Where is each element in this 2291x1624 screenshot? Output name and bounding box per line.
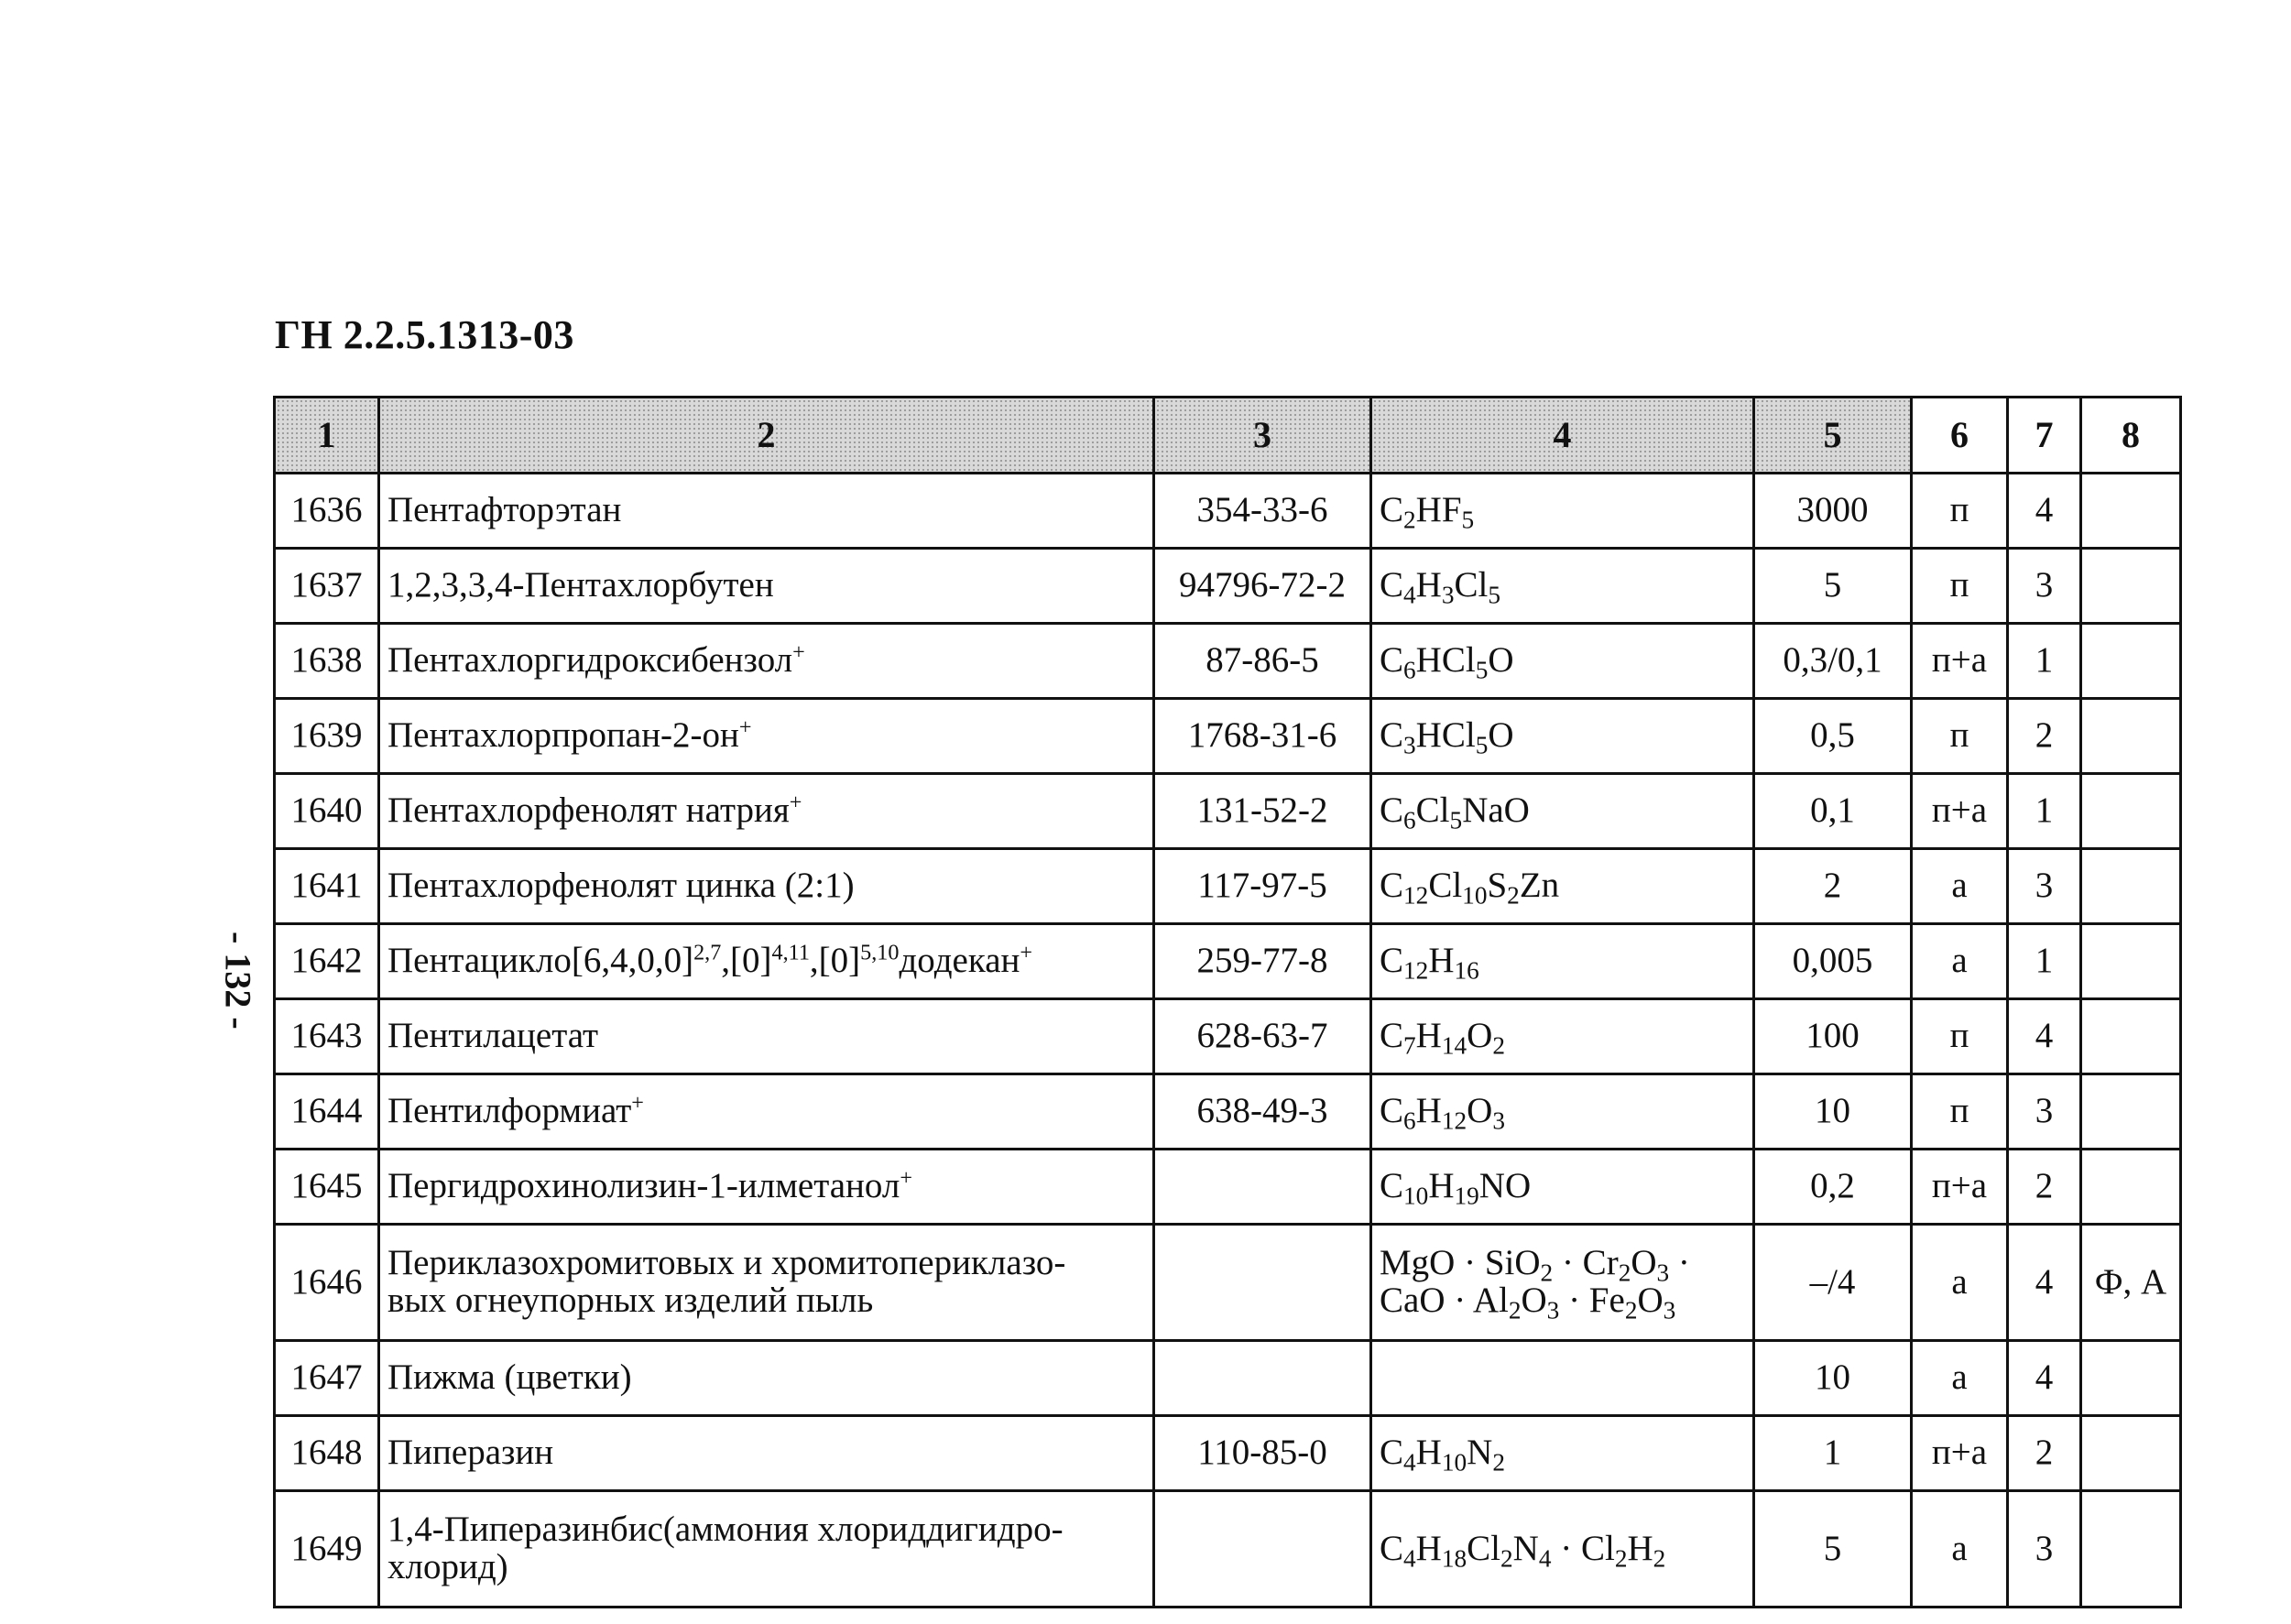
subscript: 16 — [1454, 956, 1479, 985]
subscript: 6 — [1403, 806, 1416, 834]
subscript: 3 — [1441, 581, 1455, 609]
cas-number — [1154, 1491, 1371, 1608]
subscript: 12 — [1441, 1106, 1467, 1135]
substance-name — [379, 1150, 1154, 1225]
text-segment: · Fe — [1559, 1281, 1625, 1320]
superscript: + — [1020, 940, 1033, 965]
text-segment: H — [1428, 1166, 1455, 1206]
text-segment: C — [1380, 565, 1404, 605]
subscript: 4 — [1538, 1544, 1552, 1573]
superscript: 5,10 — [860, 940, 900, 965]
cas-number: 628-63-7 — [1154, 999, 1371, 1074]
substance-name — [379, 849, 1154, 924]
text-segment: C — [1380, 1528, 1404, 1568]
text-segment: H — [1415, 1016, 1442, 1056]
aggregate-state: п — [1912, 1074, 2008, 1150]
formula-line — [1380, 1091, 1745, 1135]
name-line: Периклазохромитовых и хромитопериклазо- — [387, 1243, 1066, 1283]
column-header: 3 — [1154, 398, 1371, 474]
chemical-formula — [1371, 474, 1754, 549]
text-segment: Пентилацетат — [387, 1016, 599, 1056]
chemical-formula — [1371, 1416, 1754, 1491]
text-segment: Пентилформиат — [387, 1091, 632, 1131]
subscript: 4 — [1403, 1544, 1416, 1573]
limit-value: 0,2 — [1754, 1150, 1912, 1225]
table-row — [275, 774, 2181, 849]
table-row — [275, 1074, 2181, 1150]
aggregate-state: п — [1912, 474, 2008, 549]
effect-note: Ф, А — [2081, 1225, 2181, 1341]
aggregate-state: а — [1912, 849, 2008, 924]
effect-note — [2081, 999, 2181, 1074]
aggregate-state: п — [1912, 999, 2008, 1074]
subscript: 4 — [1403, 581, 1416, 609]
substance-name — [379, 1074, 1154, 1150]
limit-value: 1 — [1754, 1416, 1912, 1491]
chemical-formula — [1371, 1225, 1754, 1341]
substance-name — [379, 1341, 1154, 1416]
chemical-formula — [1371, 699, 1754, 774]
column-header: 5 — [1754, 398, 1912, 474]
aggregate-state: а — [1912, 1341, 2008, 1416]
effect-note — [2081, 1341, 2181, 1416]
subscript: 3 — [1656, 1259, 1670, 1287]
cas-number: 354-33-6 — [1154, 474, 1371, 549]
chemical-formula — [1371, 1341, 1754, 1416]
text-segment: C — [1380, 640, 1404, 681]
chemical-formula — [1371, 849, 1754, 924]
column-header: 8 — [2081, 398, 2181, 474]
row-number: 1644 — [275, 1074, 379, 1150]
hazard-class: 3 — [2008, 1074, 2081, 1150]
text-segment: Пентахлорпропан-2-он — [387, 715, 739, 756]
limit-value: 0,5 — [1754, 699, 1912, 774]
chemical-formula — [1371, 1150, 1754, 1225]
text-segment: N — [1467, 1433, 1493, 1473]
cas-number — [1154, 1341, 1371, 1416]
substance-name — [379, 774, 1154, 849]
row-number: 1646 — [275, 1225, 379, 1341]
subscript: 2 — [1540, 1259, 1554, 1287]
text-segment: C — [1380, 1166, 1404, 1206]
text-segment: C — [1380, 715, 1404, 756]
table-row — [275, 624, 2181, 699]
substance-name — [379, 1225, 1154, 1341]
cas-number: 259-77-8 — [1154, 924, 1371, 999]
hazard-class: 3 — [2008, 549, 2081, 624]
subscript: 2 — [1653, 1544, 1666, 1573]
substance-name — [379, 549, 1154, 624]
text-segment: Zn — [1519, 866, 1560, 906]
subscript: 12 — [1403, 881, 1429, 910]
subscript: 2 — [1624, 1296, 1638, 1324]
row-number: 1645 — [275, 1150, 379, 1225]
substance-name — [379, 624, 1154, 699]
substance-name — [379, 474, 1154, 549]
cas-number: 638-49-3 — [1154, 1074, 1371, 1150]
substance-name — [379, 699, 1154, 774]
superscript: + — [631, 1090, 644, 1116]
text-segment: C — [1380, 941, 1404, 981]
formula-line — [1380, 490, 1745, 534]
subscript: 5 — [1475, 731, 1489, 759]
text-segment: O — [1467, 1091, 1493, 1131]
column-header: 7 — [2008, 398, 2081, 474]
hazard-class: 1 — [2008, 774, 2081, 849]
substance-table — [273, 396, 2182, 1608]
subscript: 2 — [1403, 506, 1416, 534]
aggregate-state: п+а — [1912, 624, 2008, 699]
name-line: хлорид) — [387, 1547, 508, 1586]
chemical-formula — [1371, 549, 1754, 624]
text-segment: CaO · Al — [1380, 1281, 1509, 1320]
superscript: + — [792, 639, 805, 665]
column-header: 4 — [1371, 398, 1754, 474]
hazard-class: 2 — [2008, 1150, 2081, 1225]
formula-line — [1380, 1528, 1745, 1573]
text-segment: NO — [1478, 1166, 1532, 1206]
table-header-row — [275, 398, 2181, 474]
effect-note — [2081, 1074, 2181, 1150]
chemical-formula — [1371, 774, 1754, 849]
text-segment: NaO — [1462, 790, 1530, 831]
formula-line — [1380, 1166, 1745, 1210]
hazard-class: 4 — [2008, 1341, 2081, 1416]
table-row — [275, 924, 2181, 999]
cas-number: 117-97-5 — [1154, 849, 1371, 924]
aggregate-state: а — [1912, 1491, 2008, 1608]
name-line: 1,4-Пиперазинбис(аммония хлориддигидро- — [387, 1510, 1064, 1550]
row-number: 1648 — [275, 1416, 379, 1491]
hazard-class: 1 — [2008, 624, 2081, 699]
text-segment: O — [1637, 1281, 1664, 1320]
formula-line — [1380, 1016, 1745, 1060]
table-row — [275, 699, 2181, 774]
table-row — [275, 999, 2181, 1074]
name-line: вых огнеупорных изделий пыль — [387, 1281, 874, 1320]
hazard-class: 2 — [2008, 1416, 2081, 1491]
formula-line — [1380, 790, 1745, 834]
text-segment: C — [1380, 1433, 1404, 1473]
effect-note — [2081, 474, 2181, 549]
text-segment: Cl — [1415, 790, 1450, 831]
hazard-class: 2 — [2008, 699, 2081, 774]
chemical-formula — [1371, 624, 1754, 699]
text-segment: H — [1428, 941, 1455, 981]
column-header: 2 — [379, 398, 1154, 474]
row-number: 1643 — [275, 999, 379, 1074]
row-number: 1641 — [275, 849, 379, 924]
text-segment: Cl — [1454, 565, 1489, 605]
effect-note — [2081, 1416, 2181, 1491]
effect-note — [2081, 924, 2181, 999]
table-row — [275, 549, 2181, 624]
document-header: ГН 2.2.5.1313-03 — [275, 312, 574, 357]
aggregate-state: п+а — [1912, 1150, 2008, 1225]
cas-number — [1154, 1150, 1371, 1225]
text-segment: O — [1488, 640, 1514, 681]
column-header: 6 — [1912, 398, 2008, 474]
subscript: 6 — [1403, 656, 1416, 684]
superscript: 4,11 — [771, 940, 810, 965]
limit-value: 100 — [1754, 999, 1912, 1074]
subscript: 2 — [1508, 1296, 1522, 1324]
formula-line — [1380, 640, 1745, 684]
chemical-formula — [1371, 999, 1754, 1074]
column-header: 1 — [275, 398, 379, 474]
text-segment: Пентахлорфенолят натрия — [387, 790, 790, 831]
table-row — [275, 1416, 2181, 1491]
text-segment: Пентацикло[6,4,0,0] — [387, 941, 694, 981]
substance-name — [379, 999, 1154, 1074]
subscript: 10 — [1403, 1182, 1429, 1210]
aggregate-state: п — [1912, 549, 2008, 624]
text-segment: C — [1380, 490, 1404, 530]
text-segment: ,[0] — [809, 941, 861, 981]
table-row — [275, 849, 2181, 924]
table-body — [275, 474, 2181, 1608]
text-segment: Пентафторэтан — [387, 490, 622, 530]
formula-line — [1380, 941, 1745, 985]
hazard-class: 3 — [2008, 1491, 2081, 1608]
text-segment: O — [1467, 1016, 1493, 1056]
subscript: 12 — [1403, 956, 1429, 985]
subscript: 2 — [1492, 1031, 1505, 1060]
subscript: 7 — [1403, 1031, 1416, 1060]
text-segment: C — [1380, 866, 1404, 906]
effect-note — [2081, 1491, 2181, 1608]
row-number: 1639 — [275, 699, 379, 774]
limit-value: 5 — [1754, 549, 1912, 624]
subscript: 2 — [1618, 1259, 1631, 1287]
table-row — [275, 1491, 2181, 1608]
superscript: + — [738, 714, 752, 740]
effect-note — [2081, 1150, 2181, 1225]
text-segment: Пентахлоргидроксибензол — [387, 640, 793, 681]
text-segment: C — [1380, 1016, 1404, 1056]
text-segment: H — [1415, 565, 1442, 605]
substance-name — [379, 1416, 1154, 1491]
formula-line — [1380, 1281, 1745, 1324]
text-segment: O — [1488, 715, 1514, 756]
subscript: 18 — [1441, 1544, 1467, 1573]
row-number: 1636 — [275, 474, 379, 549]
subscript: 5 — [1475, 656, 1489, 684]
row-number: 1649 — [275, 1491, 379, 1608]
text-segment: · Cr — [1553, 1243, 1619, 1283]
aggregate-state: а — [1912, 1225, 2008, 1341]
limit-value: 10 — [1754, 1074, 1912, 1150]
cas-number: 94796-72-2 — [1154, 549, 1371, 624]
text-segment: Пентахлорфенолят цинка (2:1) — [387, 866, 855, 906]
formula-line — [1380, 715, 1745, 759]
chemical-formula — [1371, 1074, 1754, 1150]
page-number: - 132 - — [217, 931, 259, 1030]
subscript: 3 — [1546, 1296, 1560, 1324]
substance-name — [379, 924, 1154, 999]
limit-value: 10 — [1754, 1341, 1912, 1416]
formula-line — [1380, 565, 1745, 609]
subscript: 4 — [1403, 1448, 1416, 1477]
cas-number: 1768-31-6 — [1154, 699, 1371, 774]
text-segment: H — [1415, 1091, 1442, 1131]
subscript: 6 — [1403, 1106, 1416, 1135]
text-segment: O — [1631, 1243, 1657, 1283]
text-segment: ,[0] — [721, 941, 772, 981]
row-number: 1642 — [275, 924, 379, 999]
cas-number: 110-85-0 — [1154, 1416, 1371, 1491]
subscript: 2 — [1507, 881, 1520, 910]
text-segment: Cl — [1467, 1528, 1500, 1568]
superscript: + — [900, 1165, 913, 1191]
limit-value: –/4 — [1754, 1225, 1912, 1341]
table-row — [275, 474, 2181, 549]
effect-note — [2081, 549, 2181, 624]
subscript: 19 — [1454, 1182, 1479, 1210]
cas-number: 131-52-2 — [1154, 774, 1371, 849]
text-segment: C — [1380, 1091, 1404, 1131]
hazard-class: 1 — [2008, 924, 2081, 999]
superscript: + — [789, 790, 802, 815]
text-segment: H — [1415, 1433, 1442, 1473]
text-segment: O — [1521, 1281, 1547, 1320]
subscript: 3 — [1663, 1296, 1676, 1324]
row-number: 1640 — [275, 774, 379, 849]
chemical-formula — [1371, 924, 1754, 999]
text-segment: C — [1380, 790, 1404, 831]
formula-line — [1380, 1243, 1745, 1287]
subscript: 10 — [1441, 1448, 1467, 1477]
text-segment: HCl — [1415, 640, 1476, 681]
limit-value: 3000 — [1754, 474, 1912, 549]
hazard-class: 4 — [2008, 1225, 2081, 1341]
text-segment: Пижма (цветки) — [387, 1357, 632, 1398]
subscript: 10 — [1462, 881, 1488, 910]
text-segment: S — [1487, 866, 1508, 906]
effect-note — [2081, 774, 2181, 849]
text-segment: додекан — [899, 941, 1020, 981]
cas-number — [1154, 1225, 1371, 1341]
subscript: 2 — [1492, 1448, 1505, 1477]
subscript: 5 — [1449, 806, 1463, 834]
row-number: 1647 — [275, 1341, 379, 1416]
text-segment: Пиперазин — [387, 1433, 554, 1473]
limit-value: 0,1 — [1754, 774, 1912, 849]
hazard-class: 4 — [2008, 999, 2081, 1074]
hazard-class: 3 — [2008, 849, 2081, 924]
text-segment: Cl — [1428, 866, 1463, 906]
text-segment: Пергидрохинолизин-1-илметанол — [387, 1166, 900, 1206]
text-segment: HCl — [1415, 715, 1476, 756]
row-number: 1637 — [275, 549, 379, 624]
subscript: 3 — [1403, 731, 1416, 759]
limit-value: 0,005 — [1754, 924, 1912, 999]
subscript: 2 — [1500, 1544, 1513, 1573]
text-segment: H — [1627, 1528, 1653, 1568]
subscript: 3 — [1492, 1106, 1505, 1135]
text-segment: · — [1669, 1243, 1690, 1283]
superscript: 2,7 — [693, 940, 722, 965]
table-row — [275, 1150, 2181, 1225]
hazard-class: 4 — [2008, 474, 2081, 549]
aggregate-state: п+а — [1912, 1416, 2008, 1491]
subscript: 5 — [1461, 506, 1475, 534]
text-segment: 1,2,3,3,4-Пентахлорбутен — [387, 565, 774, 605]
row-number: 1638 — [275, 624, 379, 699]
subscript: 14 — [1441, 1031, 1467, 1060]
aggregate-state: п+а — [1912, 774, 2008, 849]
table-row — [275, 1341, 2181, 1416]
subscript: 5 — [1488, 581, 1501, 609]
effect-note — [2081, 699, 2181, 774]
limit-value: 2 — [1754, 849, 1912, 924]
aggregate-state: п — [1912, 699, 2008, 774]
cas-number: 87-86-5 — [1154, 624, 1371, 699]
text-segment: · Cl — [1551, 1528, 1615, 1568]
text-segment: H — [1415, 1528, 1442, 1568]
aggregate-state: а — [1912, 924, 2008, 999]
text-segment: MgO · SiO — [1380, 1243, 1541, 1283]
formula-line — [1380, 1433, 1745, 1477]
table-row — [275, 1225, 2181, 1341]
substance-name — [379, 1491, 1154, 1608]
formula-line — [1380, 866, 1745, 910]
text-segment: N — [1512, 1528, 1539, 1568]
text-segment: HF — [1415, 490, 1462, 530]
effect-note — [2081, 624, 2181, 699]
limit-value: 0,3/0,1 — [1754, 624, 1912, 699]
effect-note — [2081, 849, 2181, 924]
limit-value: 5 — [1754, 1491, 1912, 1608]
subscript: 2 — [1614, 1544, 1628, 1573]
chemical-formula — [1371, 1491, 1754, 1608]
